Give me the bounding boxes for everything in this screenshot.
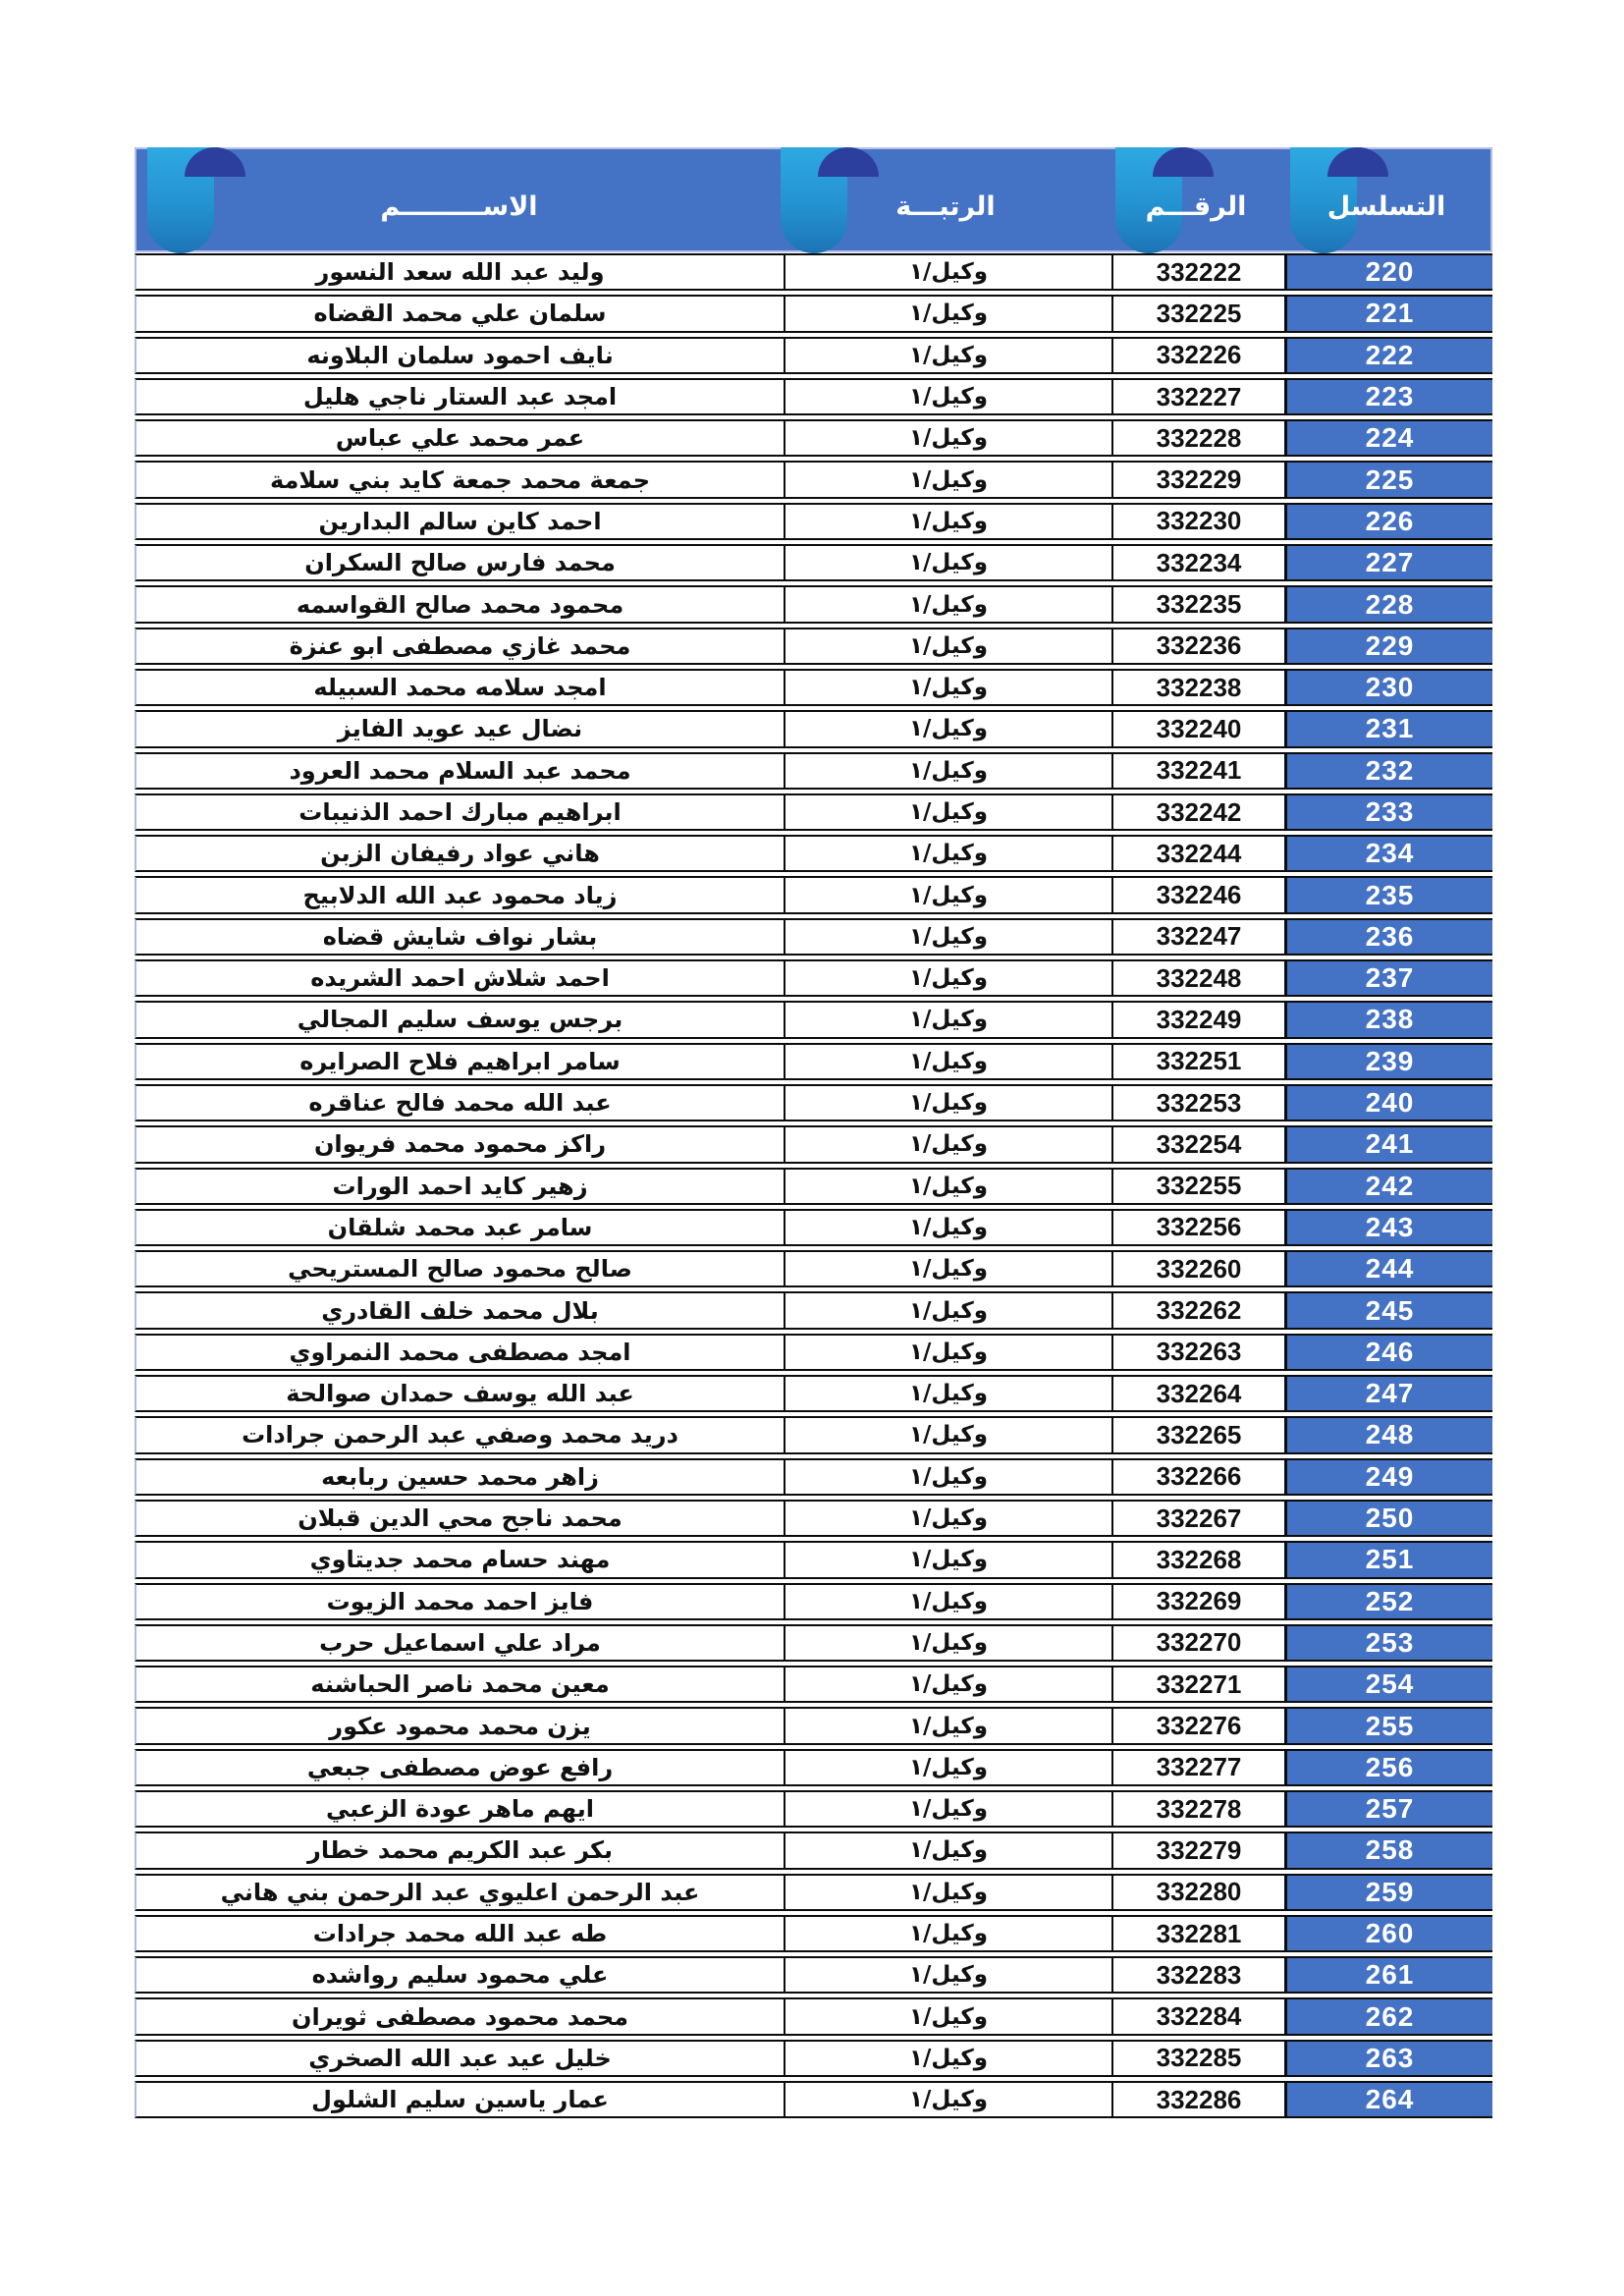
table-row bbox=[135, 1541, 1492, 1578]
number-cell: 332238 bbox=[1111, 669, 1284, 706]
rank-cell: وكيل/١ bbox=[784, 1209, 1111, 1246]
name-cell: زاهر محمد حسين ربابعه bbox=[135, 1458, 784, 1496]
rank-cell: وكيل/١ bbox=[784, 1001, 1111, 1038]
table-row bbox=[135, 1416, 1492, 1453]
rank-cell: وكيل/١ bbox=[784, 1458, 1111, 1496]
rank-cell: وكيل/١ bbox=[784, 793, 1111, 831]
name-cell: نايف احمود سلمان البلاونه bbox=[135, 337, 784, 374]
number-cell: 332262 bbox=[1111, 1291, 1284, 1329]
serial-cell: 227 bbox=[1284, 544, 1492, 581]
serial-cell: 253 bbox=[1284, 1624, 1492, 1662]
serial-cell: 234 bbox=[1284, 835, 1492, 872]
table-row bbox=[135, 378, 1492, 415]
name-cell: صالح محمود صالح المستريحي bbox=[135, 1250, 784, 1287]
table-row bbox=[135, 253, 1492, 291]
table-row bbox=[135, 1707, 1492, 1744]
name-cell: محمد غازي مصطفى ابو عنزة bbox=[135, 628, 784, 665]
rank-cell: وكيل/١ bbox=[784, 1997, 1111, 2035]
rank-cell: وكيل/١ bbox=[784, 1541, 1111, 1578]
number-cell: 332278 bbox=[1111, 1790, 1284, 1828]
table-row bbox=[135, 710, 1492, 747]
serial-cell: 260 bbox=[1284, 1915, 1492, 1952]
number-cell: 332251 bbox=[1111, 1043, 1284, 1080]
rank-cell: وكيل/١ bbox=[784, 959, 1111, 997]
rank-cell: وكيل/١ bbox=[784, 1666, 1111, 1703]
name-cell: برجس يوسف سليم المجالي bbox=[135, 1001, 784, 1038]
rank-cell: وكيل/١ bbox=[784, 419, 1111, 457]
name-cell: دريد محمد وصفي عبد الرحمن جرادات bbox=[135, 1416, 784, 1453]
rank-cell: وكيل/١ bbox=[784, 1790, 1111, 1828]
name-cell: احمد كاين سالم البدارين bbox=[135, 503, 784, 540]
number-cell: 332225 bbox=[1111, 295, 1284, 332]
serial-cell: 261 bbox=[1284, 1956, 1492, 1994]
number-cell: 332234 bbox=[1111, 544, 1284, 581]
name-cell: محمود محمد صالح القواسمه bbox=[135, 585, 784, 623]
serial-cell: 250 bbox=[1284, 1500, 1492, 1537]
serial-cell: 229 bbox=[1284, 628, 1492, 665]
serial-cell: 228 bbox=[1284, 585, 1492, 623]
table-row bbox=[135, 1749, 1492, 1786]
table-row bbox=[135, 2040, 1492, 2077]
serial-cell: 247 bbox=[1284, 1375, 1492, 1412]
serial-cell: 252 bbox=[1284, 1583, 1492, 1620]
name-cell: بشار نواف شايش قضاه bbox=[135, 918, 784, 956]
rank-cell: وكيل/١ bbox=[784, 1624, 1111, 1662]
table-row bbox=[135, 1043, 1492, 1080]
number-cell: 332255 bbox=[1111, 1168, 1284, 1205]
name-cell: هاني عواد رفيفان الزبن bbox=[135, 835, 784, 872]
number-cell: 332268 bbox=[1111, 1541, 1284, 1578]
name-cell: علي محمود سليم رواشده bbox=[135, 1956, 784, 1994]
serial-cell: 240 bbox=[1284, 1084, 1492, 1121]
table-row bbox=[135, 1001, 1492, 1038]
name-cell: رافع عوض مصطفى جبعي bbox=[135, 1749, 784, 1786]
number-cell: 332286 bbox=[1111, 2081, 1284, 2118]
table-row bbox=[135, 1956, 1492, 1994]
serial-cell: 245 bbox=[1284, 1291, 1492, 1329]
serial-cell: 262 bbox=[1284, 1997, 1492, 2035]
number-cell: 332263 bbox=[1111, 1334, 1284, 1371]
table-row bbox=[135, 503, 1492, 540]
number-cell: 332256 bbox=[1111, 1209, 1284, 1246]
serial-cell: 224 bbox=[1284, 419, 1492, 457]
table-row bbox=[135, 544, 1492, 581]
serial-cell: 226 bbox=[1284, 503, 1492, 540]
rank-cell: وكيل/١ bbox=[784, 544, 1111, 581]
number-cell: 332249 bbox=[1111, 1001, 1284, 1038]
serial-cell: 223 bbox=[1284, 378, 1492, 415]
serial-cell: 264 bbox=[1284, 2081, 1492, 2118]
table-row bbox=[135, 1583, 1492, 1620]
serial-cell: 251 bbox=[1284, 1541, 1492, 1578]
serial-cell: 242 bbox=[1284, 1168, 1492, 1205]
table-row bbox=[135, 1291, 1492, 1329]
serial-cell: 258 bbox=[1284, 1831, 1492, 1869]
rank-cell: وكيل/١ bbox=[784, 337, 1111, 374]
table-row bbox=[135, 1915, 1492, 1952]
serial-cell: 256 bbox=[1284, 1749, 1492, 1786]
rank-cell: وكيل/١ bbox=[784, 1749, 1111, 1786]
rank-cell: وكيل/١ bbox=[784, 1125, 1111, 1163]
name-cell: امجد عبد الستار ناجي هليل bbox=[135, 378, 784, 415]
rank-cell: وكيل/١ bbox=[784, 1043, 1111, 1080]
rank-cell: وكيل/١ bbox=[784, 1334, 1111, 1371]
number-cell: 332222 bbox=[1111, 253, 1284, 291]
name-cell: امجد مصطفى محمد النمراوي bbox=[135, 1334, 784, 1371]
number-cell: 332266 bbox=[1111, 1458, 1284, 1496]
serial-cell: 236 bbox=[1284, 918, 1492, 956]
rank-cell: وكيل/١ bbox=[784, 835, 1111, 872]
name-cell: سامر عبد محمد شلقان bbox=[135, 1209, 784, 1246]
table-row bbox=[135, 1666, 1492, 1703]
table-row bbox=[135, 1209, 1492, 1246]
number-cell: 332236 bbox=[1111, 628, 1284, 665]
serial-cell: 254 bbox=[1284, 1666, 1492, 1703]
number-cell: 332244 bbox=[1111, 835, 1284, 872]
name-cell: مهند حسام محمد جديتاوي bbox=[135, 1541, 784, 1578]
rank-cell: وكيل/١ bbox=[784, 876, 1111, 913]
number-cell: 332279 bbox=[1111, 1831, 1284, 1869]
name-cell: زهير كايد احمد الورات bbox=[135, 1168, 784, 1205]
rank-cell: وكيل/١ bbox=[784, 378, 1111, 415]
table-row bbox=[135, 1334, 1492, 1371]
number-cell: 332280 bbox=[1111, 1874, 1284, 1911]
rank-cell: وكيل/١ bbox=[784, 1291, 1111, 1329]
table-row bbox=[135, 793, 1492, 831]
serial-cell: 237 bbox=[1284, 959, 1492, 997]
rank-cell: وكيل/١ bbox=[784, 1956, 1111, 1994]
rank-cell: وكيل/١ bbox=[784, 295, 1111, 332]
name-cell: بكر عبد الكريم محمد خطار bbox=[135, 1831, 784, 1869]
number-cell: 332269 bbox=[1111, 1583, 1284, 1620]
rank-cell: وكيل/١ bbox=[784, 1416, 1111, 1453]
number-cell: 332265 bbox=[1111, 1416, 1284, 1453]
table-row bbox=[135, 419, 1492, 457]
serial-cell: 231 bbox=[1284, 710, 1492, 747]
table-row bbox=[135, 918, 1492, 956]
serial-cell: 220 bbox=[1284, 253, 1492, 291]
name-cell: مراد علي اسماعيل حرب bbox=[135, 1624, 784, 1662]
table-row bbox=[135, 876, 1492, 913]
serial-cell: 221 bbox=[1284, 295, 1492, 332]
table-row bbox=[135, 1874, 1492, 1911]
rank-cell: وكيل/١ bbox=[784, 253, 1111, 291]
rank-cell: وكيل/١ bbox=[784, 1500, 1111, 1537]
name-cell: عبد الله يوسف حمدان صوالحة bbox=[135, 1375, 784, 1412]
name-cell: احمد شلاش احمد الشريده bbox=[135, 959, 784, 997]
table-row bbox=[135, 1250, 1492, 1287]
serial-cell: 243 bbox=[1284, 1209, 1492, 1246]
rank-cell: وكيل/١ bbox=[784, 1831, 1111, 1869]
rank-cell: وكيل/١ bbox=[784, 1583, 1111, 1620]
name-cell: وليد عبد الله سعد النسور bbox=[135, 253, 784, 291]
number-cell: 332230 bbox=[1111, 503, 1284, 540]
rank-cell: وكيل/١ bbox=[784, 1375, 1111, 1412]
column-header-name: الاســـــــــم bbox=[380, 191, 538, 222]
table-row bbox=[135, 959, 1492, 997]
name-cell: نضال عيد عويد الفايز bbox=[135, 710, 784, 747]
number-cell: 332242 bbox=[1111, 793, 1284, 831]
name-cell: ابراهيم مبارك احمد الذنيبات bbox=[135, 793, 784, 831]
column-header-serial: التسلسل bbox=[1326, 191, 1446, 222]
name-cell: طه عبد الله محمد جرادات bbox=[135, 1915, 784, 1952]
name-cell: عمار ياسين سليم الشلول bbox=[135, 2081, 784, 2118]
name-cell: فايز احمد محمد الزيوت bbox=[135, 1583, 784, 1620]
rank-cell: وكيل/١ bbox=[784, 1707, 1111, 1744]
number-cell: 332277 bbox=[1111, 1749, 1284, 1786]
number-cell: 332229 bbox=[1111, 461, 1284, 498]
serial-cell: 263 bbox=[1284, 2040, 1492, 2077]
name-cell: سامر ابراهيم فلاح الصرايره bbox=[135, 1043, 784, 1080]
name-cell: محمد عبد السلام محمد العرود bbox=[135, 752, 784, 790]
number-cell: 332254 bbox=[1111, 1125, 1284, 1163]
rank-cell: وكيل/١ bbox=[784, 2081, 1111, 2118]
name-cell: عمر محمد علي عباس bbox=[135, 419, 784, 457]
name-cell: عبد الله محمد فالح عناقره bbox=[135, 1084, 784, 1121]
name-cell: محمد محمود مصطفى ثويران bbox=[135, 1997, 784, 2035]
rank-cell: وكيل/١ bbox=[784, 1250, 1111, 1287]
number-cell: 332235 bbox=[1111, 585, 1284, 623]
number-cell: 332276 bbox=[1111, 1707, 1284, 1744]
serial-cell: 238 bbox=[1284, 1001, 1492, 1038]
table-row bbox=[135, 1790, 1492, 1828]
number-cell: 332260 bbox=[1111, 1250, 1284, 1287]
name-cell: يزن محمد محمود عكور bbox=[135, 1707, 784, 1744]
table-row bbox=[135, 1084, 1492, 1121]
rank-cell: وكيل/١ bbox=[784, 752, 1111, 790]
rank-cell: وكيل/١ bbox=[784, 710, 1111, 747]
number-cell: 332247 bbox=[1111, 918, 1284, 956]
table-row bbox=[135, 1458, 1492, 1496]
rank-cell: وكيل/١ bbox=[784, 628, 1111, 665]
name-cell: بلال محمد خلف القادري bbox=[135, 1291, 784, 1329]
table-row bbox=[135, 461, 1492, 498]
table-row bbox=[135, 1500, 1492, 1537]
rank-cell: وكيل/١ bbox=[784, 503, 1111, 540]
serial-cell: 255 bbox=[1284, 1707, 1492, 1744]
table-header bbox=[135, 147, 1492, 252]
rank-cell: وكيل/١ bbox=[784, 1168, 1111, 1205]
serial-cell: 239 bbox=[1284, 1043, 1492, 1080]
number-cell: 332253 bbox=[1111, 1084, 1284, 1121]
number-cell: 332246 bbox=[1111, 876, 1284, 913]
number-cell: 332226 bbox=[1111, 337, 1284, 374]
serial-cell: 235 bbox=[1284, 876, 1492, 913]
table-row bbox=[135, 1997, 1492, 2035]
rank-cell: وكيل/١ bbox=[784, 461, 1111, 498]
number-cell: 332240 bbox=[1111, 710, 1284, 747]
serial-cell: 230 bbox=[1284, 669, 1492, 706]
table-row bbox=[135, 585, 1492, 623]
name-cell: جمعة محمد جمعة كايد بني سلامة bbox=[135, 461, 784, 498]
table-row bbox=[135, 628, 1492, 665]
table-row bbox=[135, 752, 1492, 790]
table-row bbox=[135, 1831, 1492, 1869]
name-cell: راكز محمود محمد فريوان bbox=[135, 1125, 784, 1163]
rank-cell: وكيل/١ bbox=[784, 585, 1111, 623]
rank-cell: وكيل/١ bbox=[784, 2040, 1111, 2077]
number-cell: 332281 bbox=[1111, 1915, 1284, 1952]
name-cell: عبد الرحمن اعليوي عبد الرحمن بني هاني bbox=[135, 1874, 784, 1911]
number-cell: 332284 bbox=[1111, 1997, 1284, 2035]
name-cell: محمد فارس صالح السكران bbox=[135, 544, 784, 581]
number-cell: 332264 bbox=[1111, 1375, 1284, 1412]
number-cell: 332271 bbox=[1111, 1666, 1284, 1703]
rank-cell: وكيل/١ bbox=[784, 669, 1111, 706]
number-cell: 332285 bbox=[1111, 2040, 1284, 2077]
table-row bbox=[135, 1125, 1492, 1163]
serial-cell: 259 bbox=[1284, 1874, 1492, 1911]
table-row bbox=[135, 295, 1492, 332]
rank-cell: وكيل/١ bbox=[784, 1084, 1111, 1121]
name-cell: امجد سلامه محمد السبيله bbox=[135, 669, 784, 706]
number-cell: 332270 bbox=[1111, 1624, 1284, 1662]
name-cell: ايهم ماهر عودة الزعبي bbox=[135, 1790, 784, 1828]
header-row bbox=[136, 149, 1490, 250]
table-body bbox=[135, 253, 1492, 2118]
number-cell: 332227 bbox=[1111, 378, 1284, 415]
name-cell: سلمان علي محمد القضاه bbox=[135, 295, 784, 332]
name-cell: زياد محمود عبد الله الدلابيح bbox=[135, 876, 784, 913]
column-header-number: الرقـــم bbox=[1145, 191, 1247, 222]
name-cell: خليل عيد عبد الله الصخري bbox=[135, 2040, 784, 2077]
table-row bbox=[135, 669, 1492, 706]
number-cell: 332228 bbox=[1111, 419, 1284, 457]
number-cell: 332267 bbox=[1111, 1500, 1284, 1537]
serial-cell: 222 bbox=[1284, 337, 1492, 374]
table-row bbox=[135, 1168, 1492, 1205]
table-row bbox=[135, 1624, 1492, 1662]
serial-cell: 232 bbox=[1284, 752, 1492, 790]
table-row bbox=[135, 1375, 1492, 1412]
rank-cell: وكيل/١ bbox=[784, 1915, 1111, 1952]
serial-cell: 246 bbox=[1284, 1334, 1492, 1371]
number-cell: 332283 bbox=[1111, 1956, 1284, 1994]
number-cell: 332248 bbox=[1111, 959, 1284, 997]
table-row bbox=[135, 337, 1492, 374]
name-cell: محمد ناجح محي الدين قبلان bbox=[135, 1500, 784, 1537]
name-cell: معين محمد ناصر الحباشنه bbox=[135, 1666, 784, 1703]
serial-cell: 244 bbox=[1284, 1250, 1492, 1287]
serial-cell: 241 bbox=[1284, 1125, 1492, 1163]
table-row bbox=[135, 835, 1492, 872]
serial-cell: 248 bbox=[1284, 1416, 1492, 1453]
number-cell: 332241 bbox=[1111, 752, 1284, 790]
serial-cell: 233 bbox=[1284, 793, 1492, 831]
serial-cell: 249 bbox=[1284, 1458, 1492, 1496]
rank-cell: وكيل/١ bbox=[784, 1874, 1111, 1911]
serial-cell: 257 bbox=[1284, 1790, 1492, 1828]
rank-cell: وكيل/١ bbox=[784, 918, 1111, 956]
table-row bbox=[135, 2081, 1492, 2118]
column-header-rank: الرتبـــة bbox=[895, 191, 996, 222]
serial-cell: 225 bbox=[1284, 461, 1492, 498]
